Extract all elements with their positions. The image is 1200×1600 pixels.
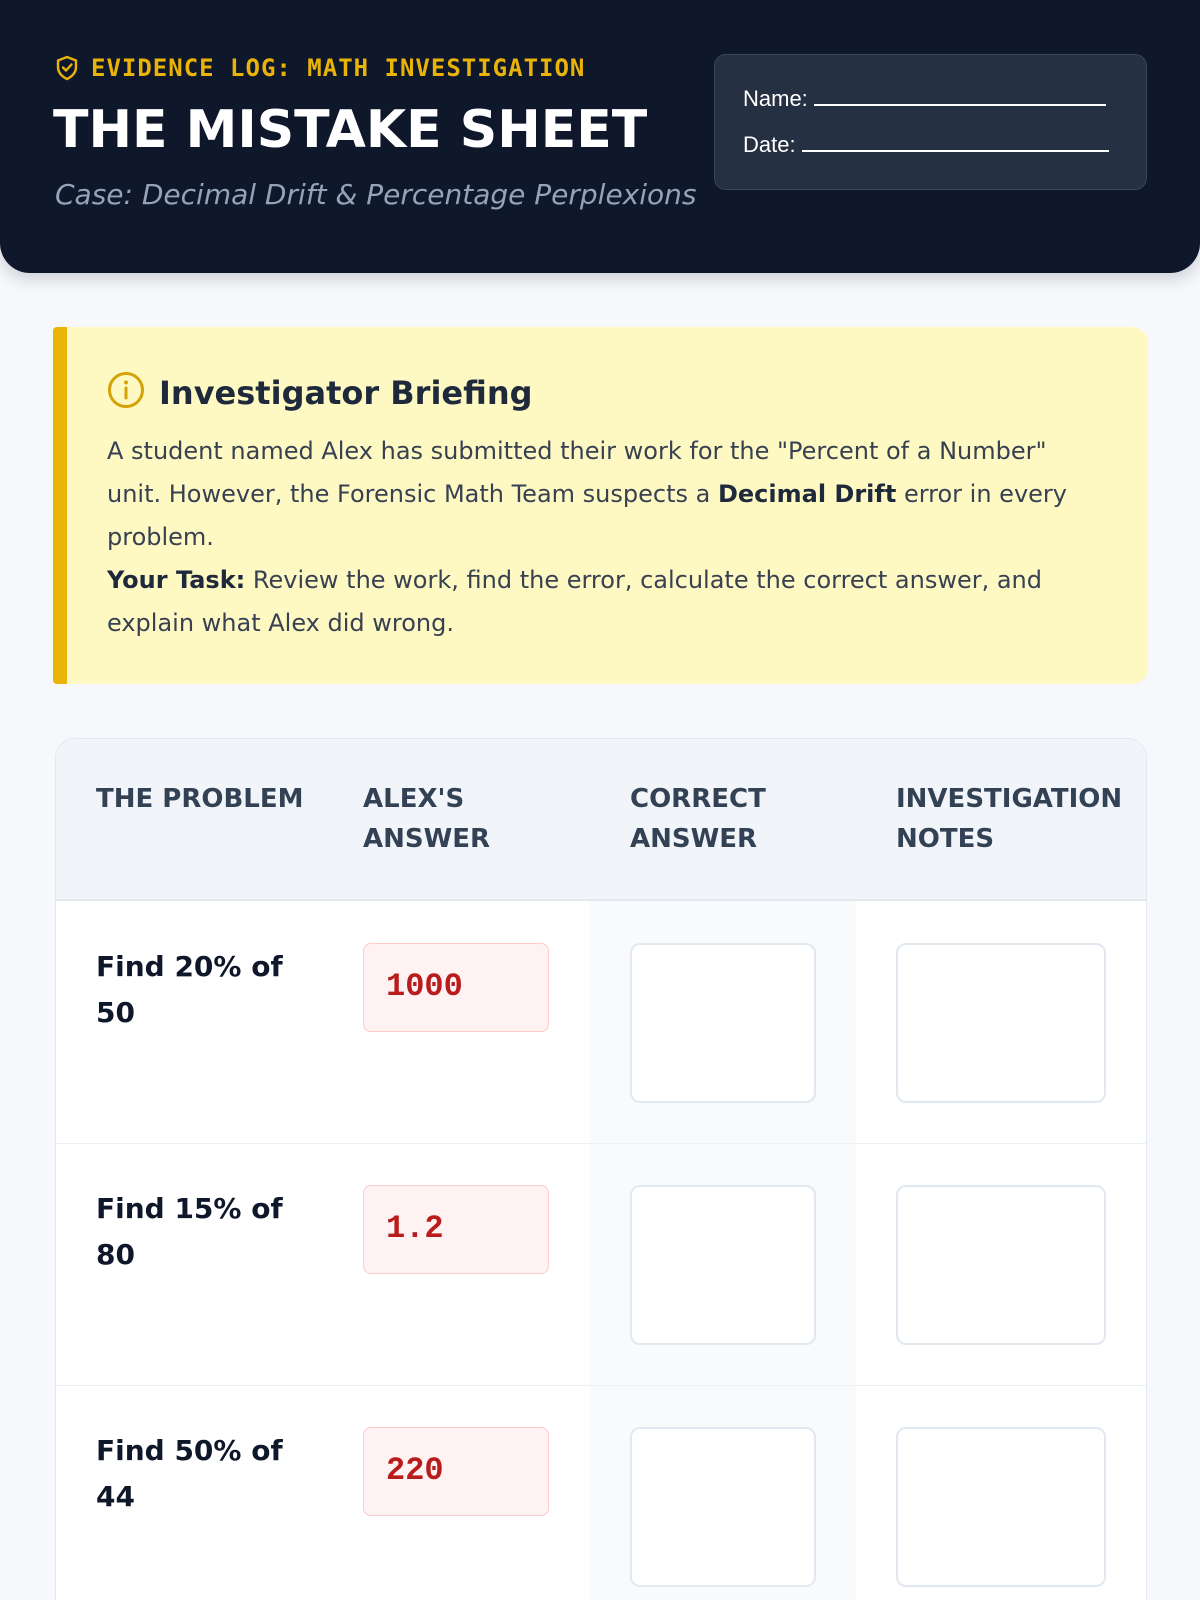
table-row — [56, 902, 1147, 1144]
info-circle-icon — [107, 371, 145, 414]
task-label: Your Task: — [107, 566, 246, 594]
briefing-heading — [107, 371, 533, 414]
table-row — [56, 1144, 1147, 1386]
alex-answer: 220 — [363, 1427, 549, 1516]
correct-answer-field[interactable] — [630, 1185, 816, 1345]
investigator-briefing — [53, 327, 1148, 684]
table-row — [56, 1386, 1147, 1600]
header-problem: THE PROBLEM — [96, 784, 304, 814]
header-investigation-notes: INVESTIGATION NOTES — [896, 784, 1123, 854]
briefing-text-2: error in every problem. — [107, 480, 1067, 551]
investigation-notes-field[interactable] — [896, 1185, 1106, 1345]
header-alex-answer: ALEX'S ANSWER — [363, 784, 491, 854]
date-label: Date: — [743, 132, 796, 157]
name-blank[interactable] — [814, 104, 1106, 106]
alex-answer: 1000 — [363, 943, 549, 1032]
correct-answer-field[interactable] — [630, 1427, 816, 1587]
briefing-text-1: A student named Alex has submitted their work for the "Percent of a Number" unit. However, the Forensic Math Team suspects a — [107, 437, 1047, 508]
page-title: THE MISTAKE SHEET — [53, 100, 648, 160]
shield-check-icon — [55, 55, 79, 81]
investigation-notes-field[interactable] — [896, 943, 1106, 1103]
mistake-table — [55, 738, 1147, 1600]
briefing-text — [107, 430, 1107, 645]
evidence-kicker — [55, 54, 585, 82]
investigation-notes-field[interactable] — [896, 1427, 1106, 1587]
date-blank[interactable] — [802, 150, 1109, 152]
briefing-title: Investigator Briefing — [159, 373, 533, 412]
problem-text: Find 20% of 50 — [96, 950, 283, 1029]
case-subtitle: Case: Decimal Drift & Percentage Perplexions — [55, 178, 697, 211]
alex-answer: 1.2 — [363, 1185, 549, 1274]
problem-text: Find 50% of 44 — [96, 1434, 283, 1513]
name-label: Name: — [743, 86, 808, 111]
kicker-text: EVIDENCE LOG: MATH INVESTIGATION — [91, 54, 586, 82]
header-banner — [0, 0, 1200, 273]
briefing-bold-term: Decimal Drift — [717, 480, 897, 508]
problem-text: Find 15% of 80 — [96, 1192, 283, 1271]
date-line[interactable] — [743, 132, 1109, 158]
header-correct-answer: CORRECT ANSWER — [630, 784, 766, 854]
task-text: Review the work, find the error, calculate the correct answer, and explain what Alex did wrong. — [107, 566, 1042, 637]
correct-answer-field[interactable] — [630, 943, 816, 1103]
name-line[interactable] — [743, 86, 1106, 112]
table-header — [56, 739, 1147, 901]
student-id-box — [714, 54, 1147, 190]
